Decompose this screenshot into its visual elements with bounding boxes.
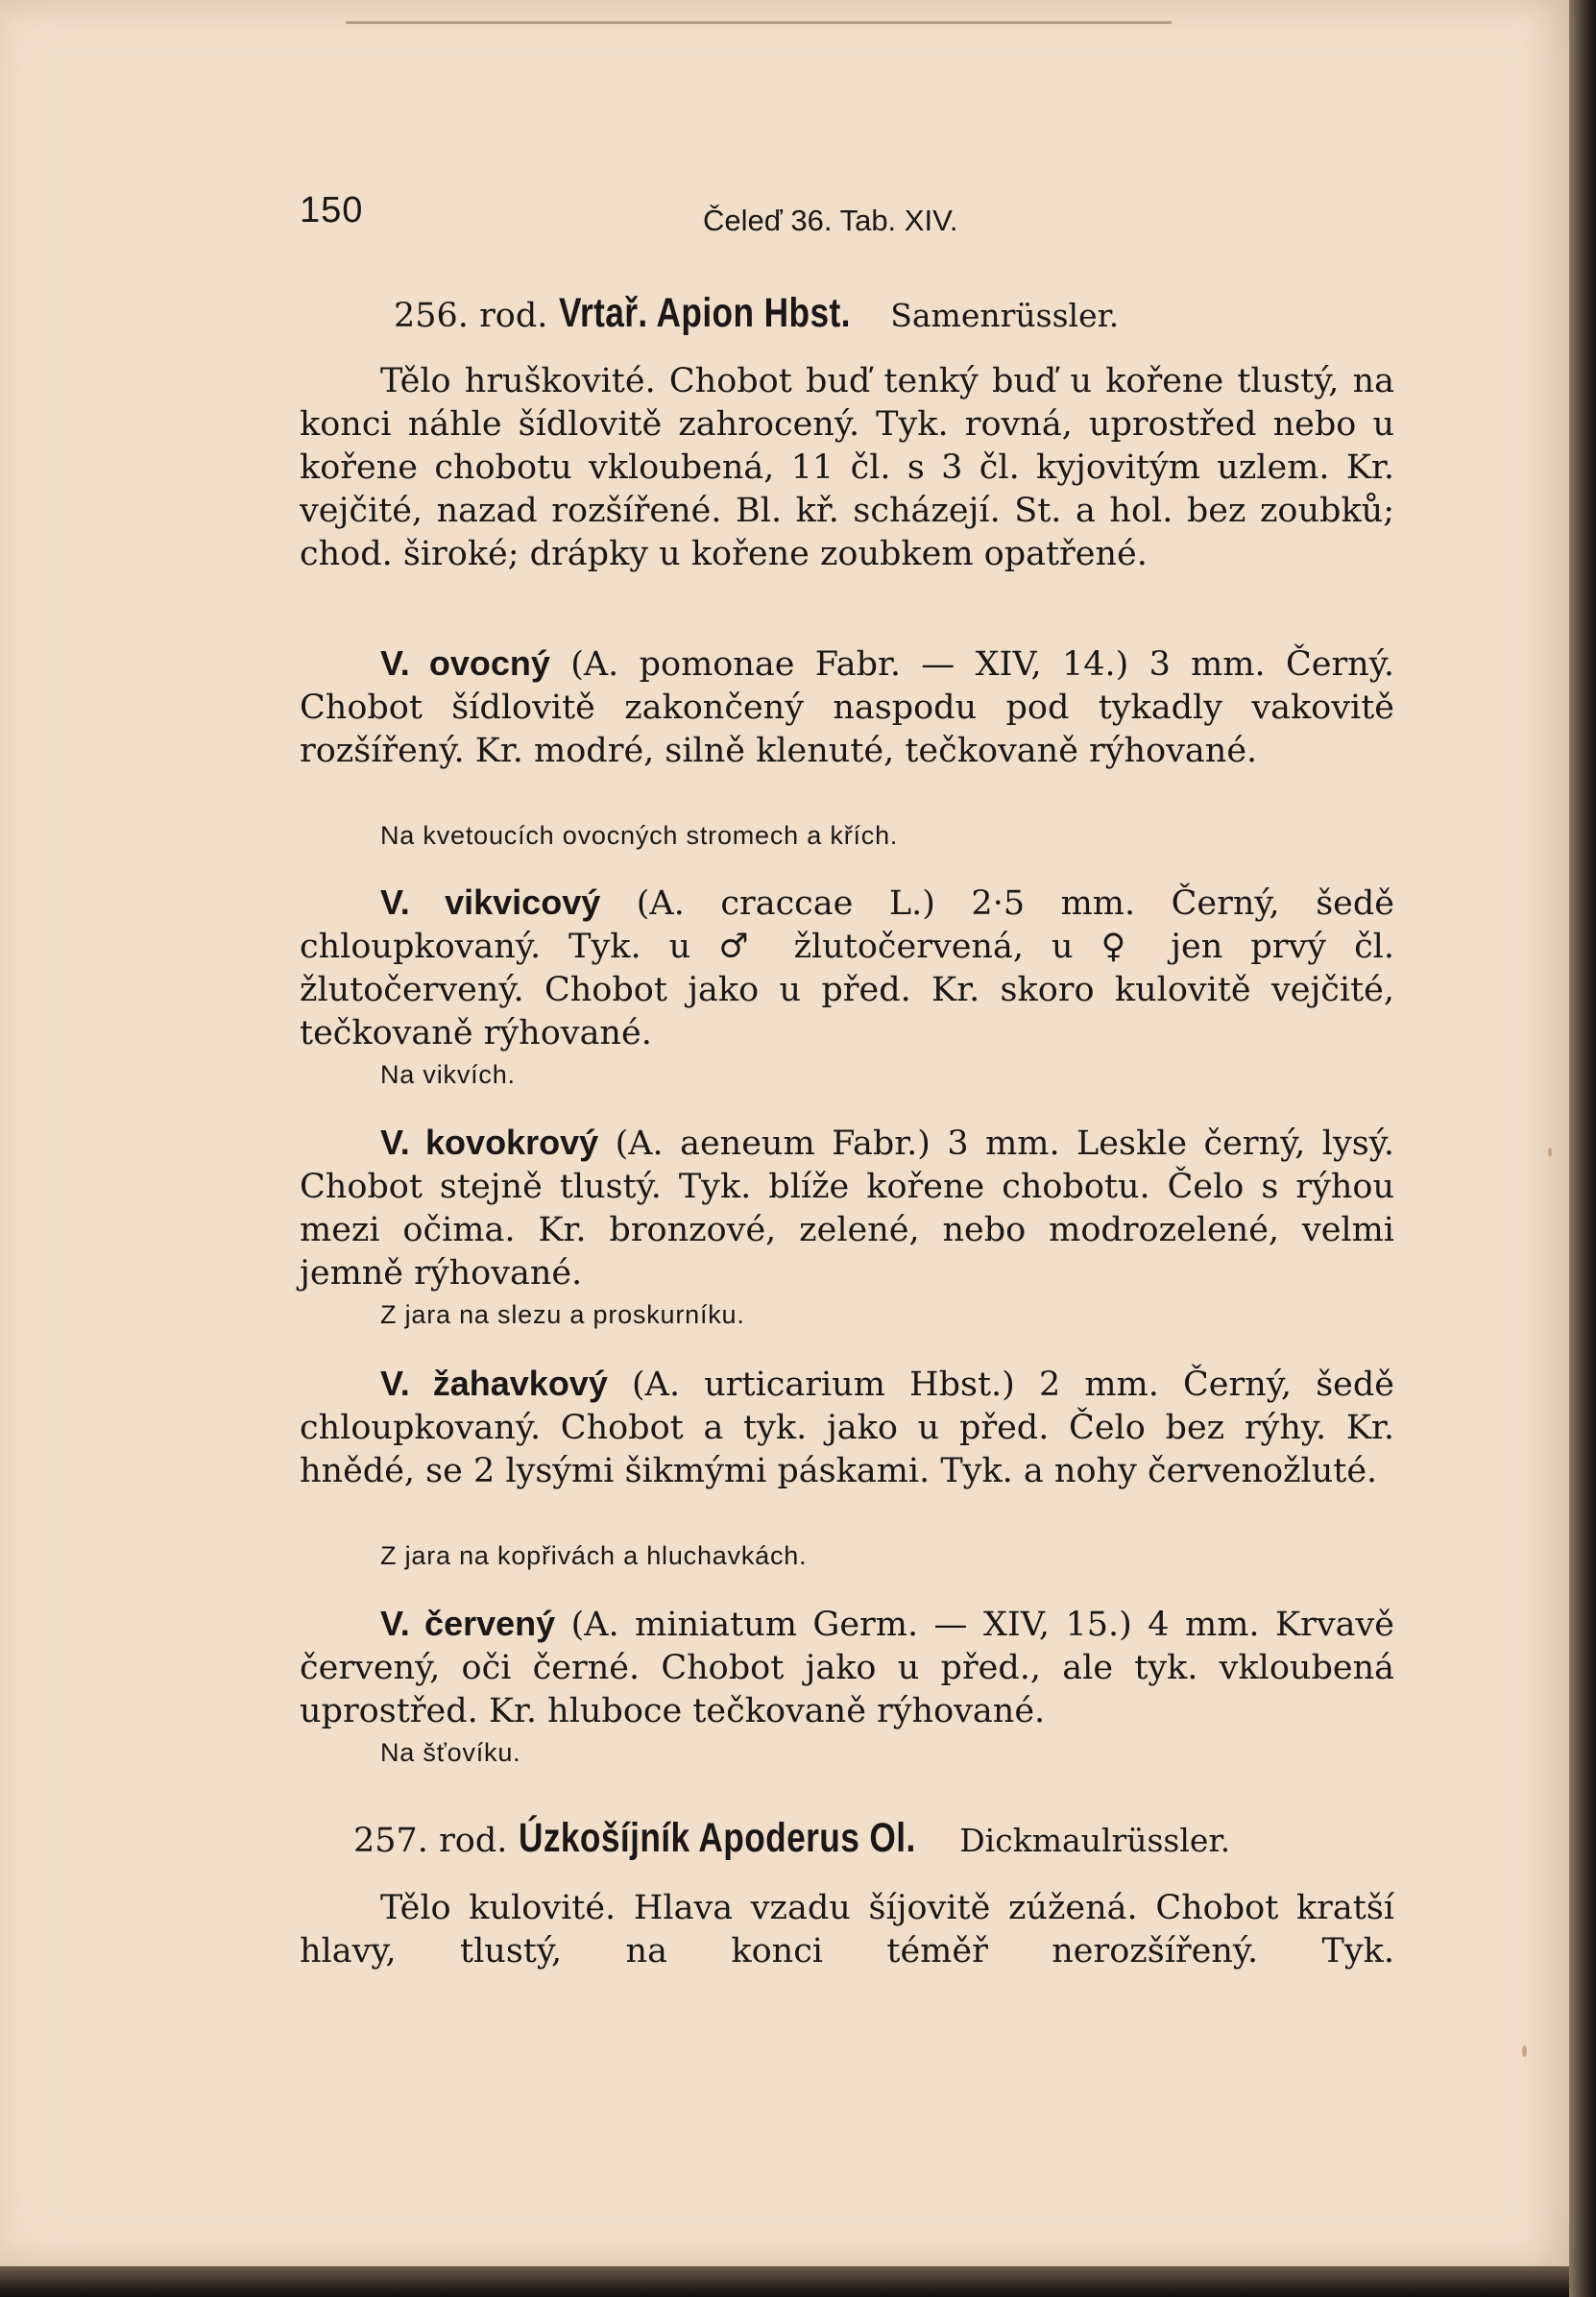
species-entry-kovokrovy: [300, 1121, 1394, 1295]
species-name: V. kovokrový: [380, 1123, 599, 1162]
species-habitat: Z jara na slezu a proskurníku.: [380, 1300, 745, 1329]
genus-german-name: Samenrüssler.: [890, 297, 1120, 334]
genus-rod-label: rod.: [439, 1822, 508, 1860]
genus-name: Úzkošíjník Apoderus Ol.: [518, 1815, 916, 1861]
species-habitat: Z jara na kopřivách a hluchavkách.: [380, 1541, 808, 1570]
paper-stain: [1548, 1148, 1552, 1157]
species-entry-cerveny: [300, 1602, 1394, 1733]
genus-description-256: Tělo hruškovité. Chobot buď tenký buď u kořene tlustý, na konci náhle šídlovitě zahrocený. Tyk. rovná, uprostřed nebo u kořene chobotu vkloubená, 11 čl. s 3 čl. kyjovitým uzlem. Kr. vejčité, nazad rozšířené. Bl. kř. scházejí. St. a hol. bez zoubků; chod. široké; drápky u kořene zoubkem opatřené.: [300, 362, 1394, 573]
species-habitat: Na šťovíku.: [380, 1738, 521, 1767]
species-name: V. žahavkový: [380, 1364, 608, 1403]
species-name: V. vikvicový: [380, 883, 601, 922]
page-edge-right: [1569, 0, 1596, 2297]
species-description: (A. pomonae Fabr. — XIV, 14.) 3 mm. Černý. Chobot šídlovitě zakončený naspodu pod tykadly vakovitě rozšířený. Kr. modré, silně klenuté, tečkovaně rýhované.: [300, 645, 1394, 770]
running-head: Čeleď 36. Tab. XIV.: [703, 204, 958, 237]
species-name: V. červený: [380, 1604, 556, 1643]
species-entry-vikvicovy: [300, 881, 1394, 1055]
species-entry-zahavkovy: [300, 1362, 1394, 1493]
species-name: V. ovocný: [380, 643, 550, 683]
genus-name: Vrtař. Apion Hbst.: [558, 290, 851, 336]
paper-stain: [1522, 2045, 1527, 2057]
genus-description-257: Tělo kulovité. Hlava vzadu šíjovitě zúžená. Chobot kratší hlavy, tlustý, na konci téměř nerozšířený. Tyk.: [300, 1889, 1394, 1971]
genus-heading-257: [353, 1815, 1230, 1862]
species-habitat: Na vikvích.: [380, 1060, 516, 1089]
genus-german-name: Dickmaulrüssler.: [959, 1822, 1231, 1859]
species-entry-ovocny: [300, 641, 1394, 773]
species-description: (A. craccae L.) 2·5 mm. Černý, šedě chloupkovaný. Tyk. u ♂ žlutočervená, u ♀ jen prvý čl. žlutočervený. Chobot jako u před. Kr. skoro kulovitě vejčité, tečkovaně rýhované.: [300, 884, 1394, 1052]
genus-number: 257.: [353, 1822, 428, 1860]
species-habitat: Na kvetoucích ovocných stromech a křích.: [380, 821, 899, 850]
species-description: (A. miniatum Germ. — XIV, 15.) 4 mm. Krvavě červený, oči černé. Chobot jako u před., ale tyk. vkloubená uprostřed. Kr. hluboce tečkovaně rýhované.: [300, 1606, 1394, 1730]
page-number: 150: [300, 190, 364, 230]
species-description: (A. urticarium Hbst.) 2 mm. Černý, šedě chloupkovaný. Chobot a tyk. jako u před. Čelo bez rýhy. Kr. hnědé, se 2 lysými šikmými páskami. Tyk. a nohy červenožluté.: [300, 1366, 1394, 1490]
genus-number: 256.: [394, 297, 469, 335]
species-description: (A. aeneum Fabr.) 3 mm. Leskle černý, lysý. Chobot stejně tlustý. Tyk. blíže kořene chobotu. Čelo s rýhou mezi očima. Kr. bronzové, zelené, nebo modrozelené, velmi jemně rýhované.: [300, 1124, 1394, 1293]
genus-heading-256: [394, 290, 1119, 337]
genus-rod-label: rod.: [479, 297, 548, 335]
page-edge-bottom: [0, 2266, 1569, 2297]
